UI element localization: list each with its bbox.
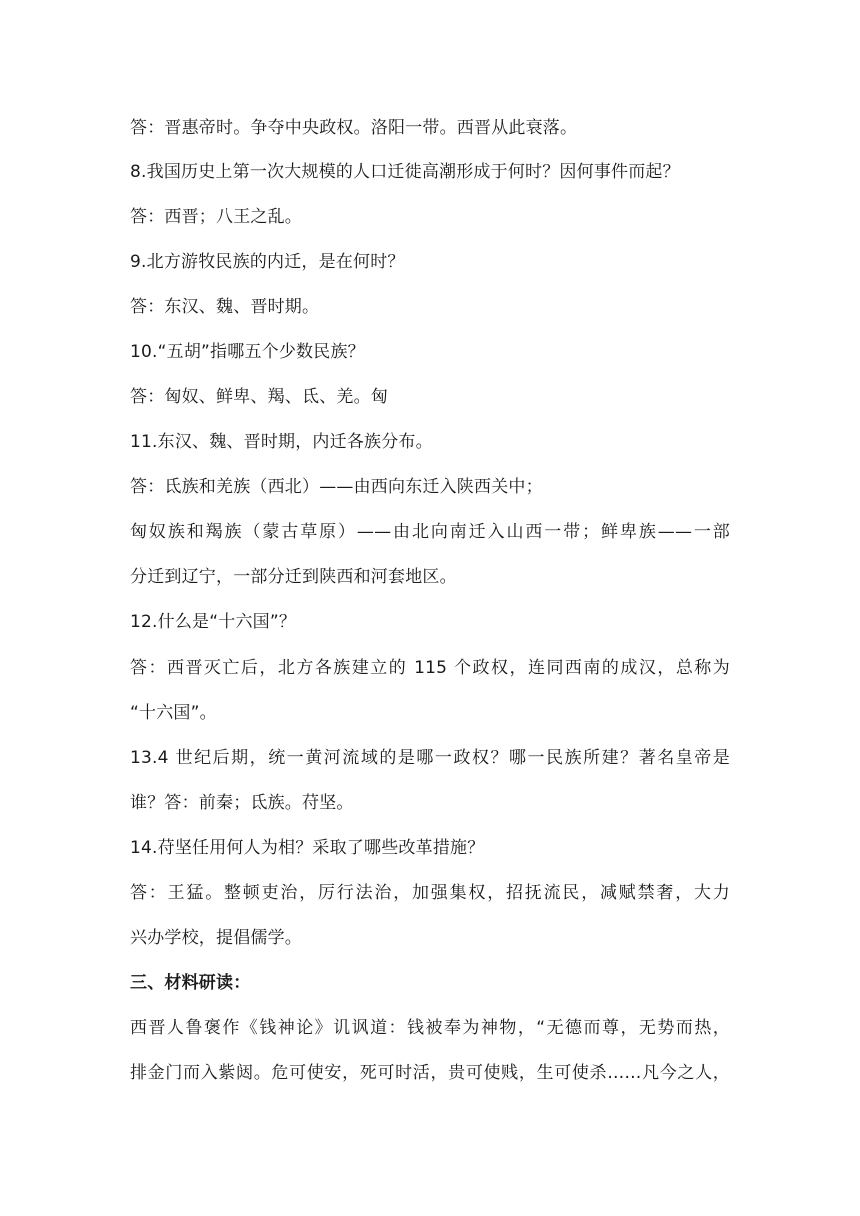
question-line: 10.“五胡”指哪五个少数民族？: [130, 342, 365, 362]
answer-line: 答：王猛。整顿吏治，厉行法治，加强集权，招抚流民，减赋禁奢，大力: [130, 883, 730, 903]
answer-line: 答：东汉、魏、晋时期。: [130, 297, 320, 317]
question-line: 8.我国历史上第一次大规模的人口迁徙高潮形成于何时？因何事件而起？: [130, 162, 680, 182]
answer-line: 答：晋惠帝时。争夺中央政权。洛阳一带。西晋从此衰落。: [130, 118, 578, 138]
answer-line: 答：氐族和羌族（西北）——由西向东迁入陕西关中；: [130, 477, 543, 497]
question-line: 13.4 世纪后期，统一黄河流域的是哪一政权？哪一民族所建？著名皇帝是: [130, 748, 730, 768]
material-line: 排金门而入紫闼。危可使安，死可时活，贵可使贱，生可使杀……凡今之人，: [130, 1063, 730, 1083]
section-heading: 三、材料研读：: [130, 973, 251, 993]
question-line: 14.苻坚任用何人为相？采取了哪些改革措施？: [130, 838, 485, 858]
answer-line: 匈奴族和羯族（蒙古草原）——由北向南迁入山西一带；鲜卑族——一部: [130, 522, 730, 542]
question-line: 11.东汉、魏、晋时期，内迁各族分布。: [130, 432, 433, 452]
answer-line: 兴办学校，提倡儒学。: [130, 928, 302, 948]
answer-line: 答：西晋；八王之乱。: [130, 207, 302, 227]
answer-line: 答：匈奴、鲜卑、羯、氐、羌。匈: [130, 387, 388, 407]
question-line: 12.什么是“十六国”？: [130, 612, 297, 632]
answer-line: “十六国”。: [130, 703, 217, 723]
question-line: 9.北方游牧民族的内迁，是在何时？: [130, 252, 405, 272]
answer-line: 分迁到辽宁，一部分迁到陕西和河套地区。: [130, 567, 457, 587]
material-line: 西晋人鲁褒作《钱神论》讥讽道：钱被奉为神物，“无德而尊，无势而热，: [130, 1018, 730, 1038]
answer-line: 谁？答：前秦；氐族。苻坚。: [130, 793, 354, 813]
answer-line: 答：西晋灭亡后，北方各族建立的 115 个政权，连同西南的成汉，总称为: [130, 658, 730, 678]
